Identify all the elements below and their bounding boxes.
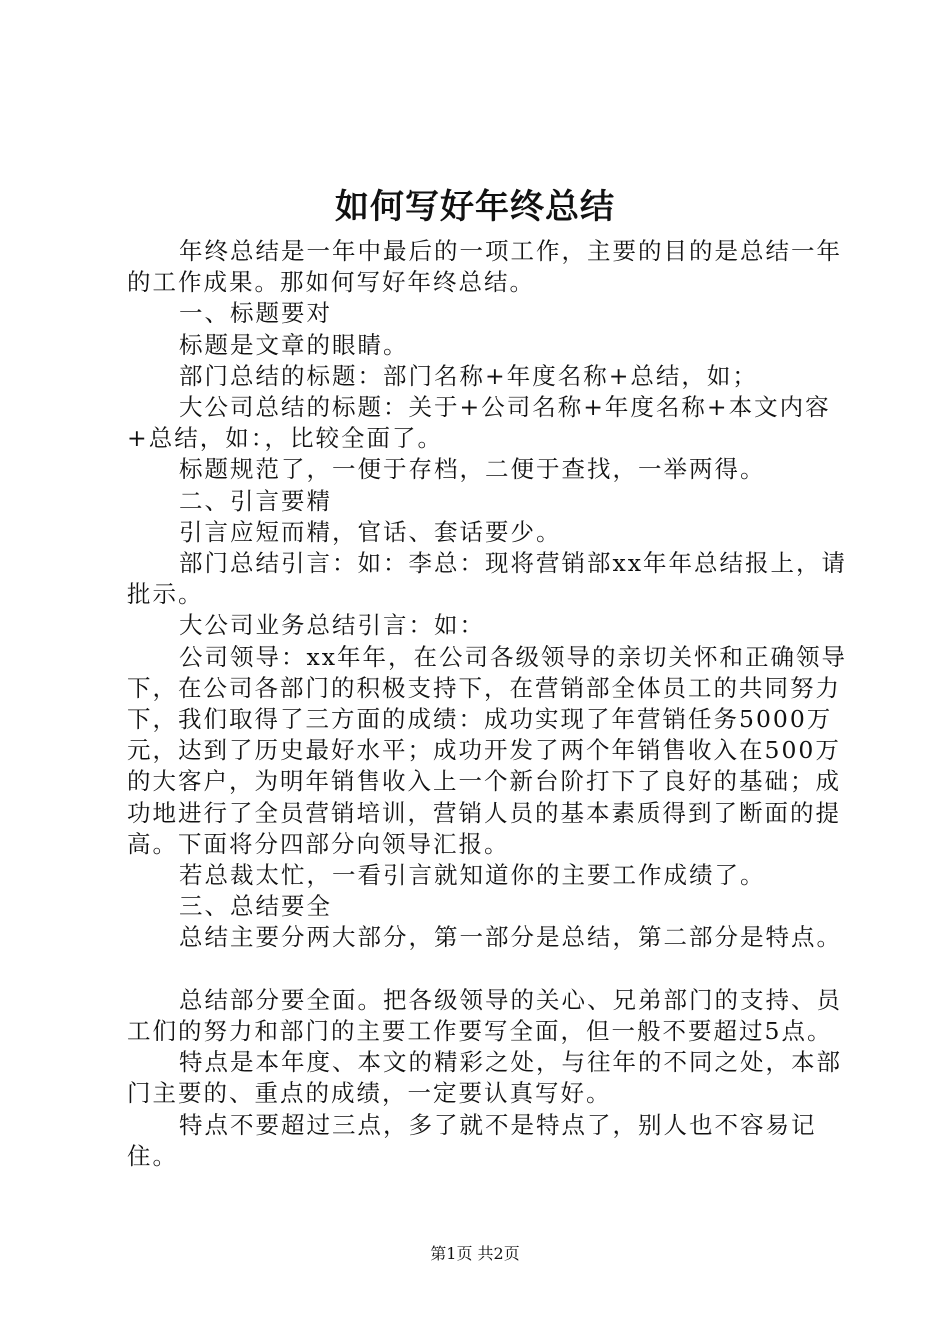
- document-body: [127, 236, 847, 1172]
- paragraph: 大公司业务总结引言：如：: [179, 611, 485, 640]
- paragraph: 标题是文章的眼睛。: [179, 330, 409, 359]
- paragraph: 标题规范了，一便于存档，二便于查找，一举两得。: [179, 455, 766, 484]
- paragraph: 公司领导：xx年年，在公司各级领导的亲切关怀和正确领导下，在公司各部门的积极支持下，在营销部全体员工的共同努力下，我们取得了三方面的成绩：成功实现了年营销任务5000万元，达到了历史最好水平；成功开发了两个年销售收入在500万的大客户，为明年销售收入上一个新台阶打下了良好的基础；成功地进行了全员营销培训，营销人员的基本素质得到了断面的提高。下面将分四部分向领导汇报。: [127, 642, 848, 858]
- paragraph-intro: 年终总结是一年中最后的一项工作，主要的目的是总结一年的工作成果。那如何写好年终总结。: [127, 237, 842, 297]
- paragraph: 总结部分要全面。把各级领导的关心、兄弟部门的支持、员工们的努力和部门的主要工作要写全面，但一般不要超过5点。: [127, 985, 842, 1046]
- heading-section-3: 三、总结要全: [179, 892, 332, 921]
- paragraph: 特点不要超过三点，多了就不是特点了，别人也不容易记住。: [127, 1110, 817, 1170]
- paragraph: 大公司总结的标题：关于+公司名称+年度名称+本文内容+总结，如：，比较全面了。: [127, 393, 831, 453]
- paragraph: 若总裁太忙，一看引言就知道你的主要工作成绩了。: [179, 861, 766, 890]
- paragraph: 部门总结的标题：部门名称+年度名称+总结，如；: [179, 361, 758, 390]
- page-number: 第1页 共2页: [430, 1244, 520, 1263]
- paragraph: 部门总结引言：如：李总：现将营销部xx年年总结报上，请批示。: [127, 549, 848, 609]
- paragraph: 特点是本年度、本文的精彩之处，与往年的不同之处，本部门主要的、重点的成绩，一定要认真写好。: [127, 1048, 842, 1108]
- heading-section-1: 一、标题要对: [179, 299, 332, 328]
- paragraph: 引言应短而精，官话、套话要少。: [179, 517, 562, 546]
- paragraph: 总结主要分两大部分，第一部分是总结，第二部分是特点。: [179, 923, 842, 952]
- heading-section-2: 二、引言要精: [179, 486, 332, 515]
- document-title: 如何写好年终总结: [335, 187, 615, 227]
